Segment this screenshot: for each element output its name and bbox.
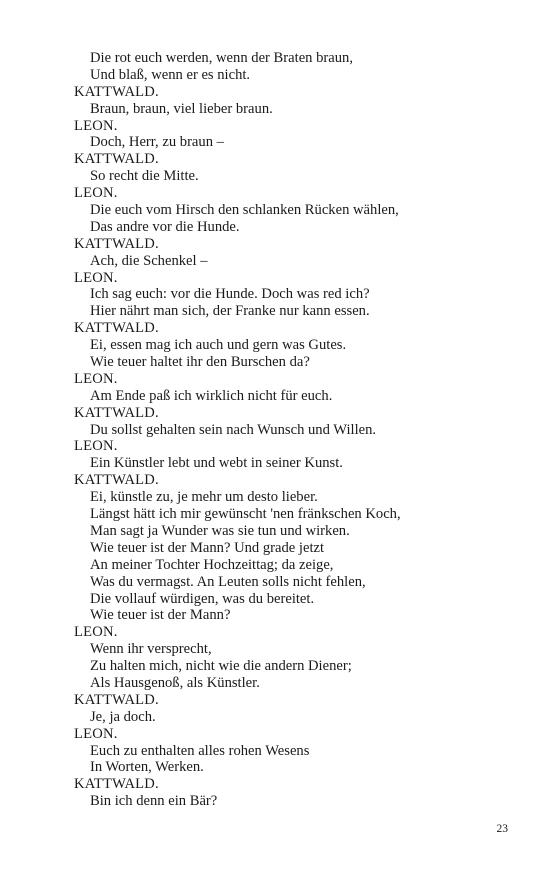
verse-line: Doch, Herr, zu braun – (90, 134, 224, 151)
verse-line: Wie teuer haltet ihr den Burschen da? (90, 354, 310, 371)
verse-line: Die euch vom Hirsch den schlanken Rücken wählen, (90, 202, 399, 219)
verse-line: So recht die Mitte. (90, 168, 199, 185)
verse-line: Die vollauf würdigen, was du bereitet. (90, 590, 315, 607)
play-dialogue-text (74, 50, 514, 810)
verse-line: Das andre vor die Hunde. (90, 218, 240, 235)
verse-line: Euch zu enthalten alles rohen Wesens (90, 742, 310, 759)
speaker-name: LEON. (74, 269, 118, 286)
speaker-name: KATTWALD. (74, 83, 159, 100)
verse-line: Die rot euch werden, wenn der Braten braun, (90, 50, 353, 66)
verse-line: Längst hätt ich mir gewünscht 'nen fränkschen Koch, (90, 506, 401, 523)
verse-line: Und blaß, wenn er es nicht. (90, 66, 251, 83)
speaker-name: KATTWALD. (74, 691, 159, 708)
verse-line: Ein Künstler lebt und webt in seiner Kunst. (90, 455, 343, 472)
speaker-name: LEON. (74, 370, 118, 387)
verse-line: Du sollst gehalten sein nach Wunsch und Willen. (90, 421, 377, 438)
speaker-name: LEON. (74, 438, 118, 455)
verse-line: In Worten, Werken. (90, 759, 204, 776)
verse-line: Hier nährt man sich, der Franke nur kann essen. (90, 303, 370, 320)
verse-line: Als Hausgenoß, als Künstler. (90, 674, 260, 691)
verse-line: Je, ja doch. (90, 708, 156, 725)
speaker-name: LEON. (74, 725, 118, 742)
verse-line: Am Ende paß ich wirklich nicht für euch. (90, 387, 333, 404)
verse-line: Ei, essen mag ich auch und gern was Gutes. (90, 337, 347, 354)
speaker-name: LEON. (74, 624, 118, 641)
verse-line: Wie teuer ist der Mann? Und grade jetzt (90, 539, 325, 556)
speaker-name: LEON. (74, 185, 118, 202)
verse-line: Wie teuer ist der Mann? (90, 607, 231, 624)
verse-line: Bin ich denn ein Bär? (90, 793, 218, 810)
speaker-name: KATTWALD. (74, 151, 159, 168)
verse-line: Zu halten mich, nicht wie die andern Diener; (90, 658, 352, 675)
verse-line: Was du vermagst. An Leuten solls nicht fehlen, (90, 573, 366, 590)
verse-line: Ei, künstle zu, je mehr um desto lieber. (90, 489, 318, 506)
speaker-name: KATTWALD. (74, 472, 159, 489)
verse-line: An meiner Tochter Hochzeittag; da zeige, (90, 556, 334, 573)
verse-line: Man sagt ja Wunder was sie tun und wirken. (90, 522, 350, 539)
verse-line: Wenn ihr versprecht, (90, 641, 212, 658)
verse-line: Braun, braun, viel lieber braun. (90, 100, 273, 117)
verse-line: Ich sag euch: vor die Hunde. Doch was red ich? (90, 286, 370, 303)
speaker-name: LEON. (74, 117, 118, 134)
page-number: 23 (496, 823, 508, 835)
speaker-name: KATTWALD. (74, 404, 159, 421)
speaker-name: KATTWALD. (74, 320, 159, 337)
verse-line: Ach, die Schenkel – (90, 252, 208, 269)
speaker-name: KATTWALD. (74, 776, 159, 793)
speaker-name: KATTWALD. (74, 235, 159, 252)
